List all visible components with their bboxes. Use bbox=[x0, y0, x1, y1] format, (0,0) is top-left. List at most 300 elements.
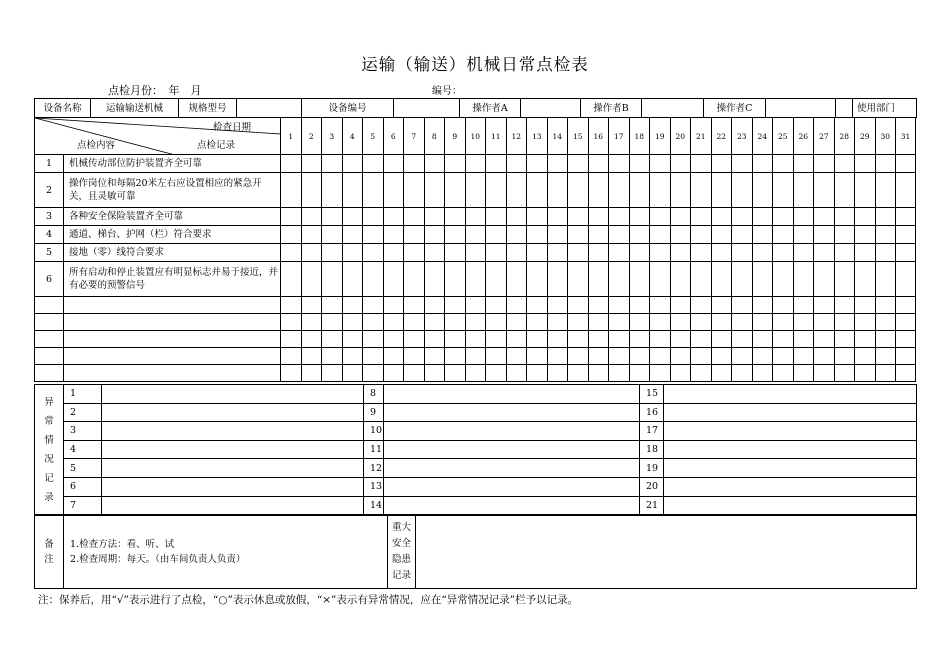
check-cell[interactable] bbox=[732, 297, 753, 314]
check-cell[interactable] bbox=[691, 226, 712, 244]
check-cell[interactable] bbox=[506, 365, 527, 382]
check-cell[interactable] bbox=[732, 348, 753, 365]
check-cell[interactable] bbox=[896, 365, 916, 382]
check-cell[interactable] bbox=[855, 226, 876, 244]
check-cell[interactable] bbox=[834, 262, 855, 297]
check-cell[interactable] bbox=[752, 365, 773, 382]
check-cell[interactable] bbox=[650, 262, 671, 297]
check-cell[interactable] bbox=[568, 348, 589, 365]
check-cell[interactable] bbox=[383, 226, 404, 244]
check-cell[interactable] bbox=[568, 226, 589, 244]
check-cell[interactable] bbox=[855, 348, 876, 365]
abnormal-entry[interactable] bbox=[664, 422, 917, 441]
check-cell[interactable] bbox=[834, 208, 855, 226]
check-cell[interactable] bbox=[301, 226, 322, 244]
check-cell[interactable] bbox=[301, 348, 322, 365]
check-cell[interactable] bbox=[588, 262, 609, 297]
abnormal-entry[interactable] bbox=[102, 385, 364, 404]
check-cell[interactable] bbox=[445, 331, 466, 348]
check-cell[interactable] bbox=[527, 314, 548, 331]
check-cell[interactable] bbox=[424, 348, 445, 365]
check-cell[interactable] bbox=[465, 348, 486, 365]
check-cell[interactable] bbox=[670, 226, 691, 244]
check-cell[interactable] bbox=[609, 173, 630, 208]
check-cell[interactable] bbox=[875, 155, 896, 173]
check-cell[interactable] bbox=[670, 348, 691, 365]
check-cell[interactable] bbox=[588, 155, 609, 173]
check-cell[interactable] bbox=[855, 314, 876, 331]
check-cell[interactable] bbox=[629, 208, 650, 226]
check-cell[interactable] bbox=[527, 244, 548, 262]
check-cell[interactable] bbox=[670, 314, 691, 331]
check-cell[interactable] bbox=[424, 262, 445, 297]
check-cell[interactable] bbox=[752, 262, 773, 297]
check-cell[interactable] bbox=[896, 314, 916, 331]
check-cell[interactable] bbox=[814, 348, 835, 365]
check-cell[interactable] bbox=[342, 208, 363, 226]
check-cell[interactable] bbox=[814, 314, 835, 331]
check-cell[interactable] bbox=[629, 297, 650, 314]
check-cell[interactable] bbox=[301, 173, 322, 208]
check-cell[interactable] bbox=[363, 262, 384, 297]
check-cell[interactable] bbox=[855, 173, 876, 208]
abnormal-entry[interactable] bbox=[384, 477, 640, 496]
check-cell[interactable] bbox=[547, 262, 568, 297]
check-cell[interactable] bbox=[752, 297, 773, 314]
check-cell[interactable] bbox=[609, 226, 630, 244]
check-cell[interactable] bbox=[650, 226, 671, 244]
operator-b-value[interactable] bbox=[642, 99, 704, 118]
check-cell[interactable] bbox=[383, 208, 404, 226]
check-cell[interactable] bbox=[363, 365, 384, 382]
check-cell[interactable] bbox=[363, 244, 384, 262]
abnormal-entry[interactable] bbox=[664, 403, 917, 422]
check-cell[interactable] bbox=[383, 314, 404, 331]
abnormal-entry[interactable] bbox=[102, 403, 364, 422]
check-cell[interactable] bbox=[486, 365, 507, 382]
check-cell[interactable] bbox=[322, 348, 343, 365]
check-cell[interactable] bbox=[424, 155, 445, 173]
abnormal-entry[interactable] bbox=[664, 496, 917, 515]
check-cell[interactable] bbox=[711, 244, 732, 262]
check-cell[interactable] bbox=[814, 262, 835, 297]
check-cell[interactable] bbox=[486, 297, 507, 314]
check-cell[interactable] bbox=[814, 173, 835, 208]
check-cell[interactable] bbox=[732, 331, 753, 348]
check-cell[interactable] bbox=[670, 297, 691, 314]
check-cell[interactable] bbox=[301, 365, 322, 382]
check-cell[interactable] bbox=[281, 314, 302, 331]
check-cell[interactable] bbox=[834, 226, 855, 244]
check-cell[interactable] bbox=[629, 365, 650, 382]
check-cell[interactable] bbox=[342, 331, 363, 348]
model-value[interactable] bbox=[237, 99, 302, 118]
check-cell[interactable] bbox=[383, 365, 404, 382]
check-cell[interactable] bbox=[342, 155, 363, 173]
abnormal-entry[interactable] bbox=[384, 422, 640, 441]
check-cell[interactable] bbox=[752, 173, 773, 208]
check-cell[interactable] bbox=[363, 314, 384, 331]
check-cell[interactable] bbox=[547, 348, 568, 365]
check-cell[interactable] bbox=[896, 297, 916, 314]
check-cell[interactable] bbox=[465, 173, 486, 208]
check-cell[interactable] bbox=[855, 155, 876, 173]
check-cell[interactable] bbox=[301, 208, 322, 226]
check-cell[interactable] bbox=[506, 244, 527, 262]
check-cell[interactable] bbox=[588, 314, 609, 331]
check-cell[interactable] bbox=[322, 297, 343, 314]
check-cell[interactable] bbox=[445, 244, 466, 262]
check-cell[interactable] bbox=[404, 314, 425, 331]
check-cell[interactable] bbox=[670, 208, 691, 226]
check-cell[interactable] bbox=[506, 155, 527, 173]
check-cell[interactable] bbox=[588, 331, 609, 348]
check-cell[interactable] bbox=[875, 244, 896, 262]
check-cell[interactable] bbox=[404, 348, 425, 365]
check-cell[interactable] bbox=[752, 348, 773, 365]
check-cell[interactable] bbox=[322, 262, 343, 297]
check-cell[interactable] bbox=[568, 208, 589, 226]
check-cell[interactable] bbox=[834, 155, 855, 173]
check-cell[interactable] bbox=[281, 155, 302, 173]
check-cell[interactable] bbox=[568, 244, 589, 262]
check-cell[interactable] bbox=[773, 297, 794, 314]
check-cell[interactable] bbox=[793, 173, 814, 208]
check-cell[interactable] bbox=[609, 314, 630, 331]
check-cell[interactable] bbox=[363, 155, 384, 173]
check-cell[interactable] bbox=[875, 226, 896, 244]
check-cell[interactable] bbox=[670, 331, 691, 348]
check-cell[interactable] bbox=[445, 155, 466, 173]
check-cell[interactable] bbox=[896, 173, 916, 208]
check-cell[interactable] bbox=[773, 262, 794, 297]
check-cell[interactable] bbox=[650, 208, 671, 226]
check-cell[interactable] bbox=[732, 244, 753, 262]
check-cell[interactable] bbox=[711, 173, 732, 208]
abnormal-entry[interactable] bbox=[102, 422, 364, 441]
check-cell[interactable] bbox=[814, 297, 835, 314]
check-cell[interactable] bbox=[896, 262, 916, 297]
check-cell[interactable] bbox=[773, 365, 794, 382]
check-cell[interactable] bbox=[588, 348, 609, 365]
check-cell[interactable] bbox=[834, 173, 855, 208]
check-cell[interactable] bbox=[547, 365, 568, 382]
check-cell[interactable] bbox=[855, 297, 876, 314]
check-cell[interactable] bbox=[547, 155, 568, 173]
check-cell[interactable] bbox=[711, 314, 732, 331]
check-cell[interactable] bbox=[773, 244, 794, 262]
check-cell[interactable] bbox=[527, 155, 548, 173]
check-cell[interactable] bbox=[834, 244, 855, 262]
check-cell[interactable] bbox=[445, 226, 466, 244]
check-cell[interactable] bbox=[875, 348, 896, 365]
check-cell[interactable] bbox=[383, 155, 404, 173]
check-cell[interactable] bbox=[691, 331, 712, 348]
check-cell[interactable] bbox=[691, 208, 712, 226]
check-cell[interactable] bbox=[732, 173, 753, 208]
check-cell[interactable] bbox=[486, 226, 507, 244]
check-cell[interactable] bbox=[896, 226, 916, 244]
check-cell[interactable] bbox=[609, 262, 630, 297]
abnormal-entry[interactable] bbox=[664, 477, 917, 496]
check-cell[interactable] bbox=[732, 155, 753, 173]
check-cell[interactable] bbox=[424, 226, 445, 244]
equipment-no-value[interactable] bbox=[394, 99, 460, 118]
check-cell[interactable] bbox=[322, 244, 343, 262]
check-cell[interactable] bbox=[568, 314, 589, 331]
check-cell[interactable] bbox=[609, 244, 630, 262]
check-cell[interactable] bbox=[650, 331, 671, 348]
check-cell[interactable] bbox=[609, 208, 630, 226]
department-value[interactable] bbox=[852, 99, 916, 117]
check-cell[interactable] bbox=[855, 262, 876, 297]
check-cell[interactable] bbox=[793, 208, 814, 226]
check-cell[interactable] bbox=[588, 208, 609, 226]
check-cell[interactable] bbox=[568, 365, 589, 382]
check-cell[interactable] bbox=[609, 155, 630, 173]
abnormal-entry[interactable] bbox=[102, 440, 364, 459]
check-cell[interactable] bbox=[711, 208, 732, 226]
check-cell[interactable] bbox=[609, 365, 630, 382]
check-cell[interactable] bbox=[814, 208, 835, 226]
check-cell[interactable] bbox=[506, 226, 527, 244]
check-cell[interactable] bbox=[814, 365, 835, 382]
check-cell[interactable] bbox=[506, 173, 527, 208]
check-cell[interactable] bbox=[363, 348, 384, 365]
check-cell[interactable] bbox=[281, 365, 302, 382]
check-cell[interactable] bbox=[445, 297, 466, 314]
check-cell[interactable] bbox=[834, 297, 855, 314]
check-cell[interactable] bbox=[814, 155, 835, 173]
check-cell[interactable] bbox=[527, 297, 548, 314]
check-cell[interactable] bbox=[527, 348, 548, 365]
check-cell[interactable] bbox=[896, 208, 916, 226]
check-cell[interactable] bbox=[527, 173, 548, 208]
check-cell[interactable] bbox=[568, 262, 589, 297]
check-cell[interactable] bbox=[732, 314, 753, 331]
abnormal-entry[interactable] bbox=[384, 459, 640, 478]
check-cell[interactable] bbox=[404, 297, 425, 314]
check-cell[interactable] bbox=[506, 297, 527, 314]
check-cell[interactable] bbox=[527, 208, 548, 226]
check-cell[interactable] bbox=[691, 173, 712, 208]
check-cell[interactable] bbox=[547, 173, 568, 208]
check-cell[interactable] bbox=[732, 208, 753, 226]
check-cell[interactable] bbox=[834, 348, 855, 365]
check-cell[interactable] bbox=[732, 262, 753, 297]
check-cell[interactable] bbox=[732, 226, 753, 244]
check-cell[interactable] bbox=[629, 155, 650, 173]
check-cell[interactable] bbox=[506, 348, 527, 365]
check-cell[interactable] bbox=[527, 262, 548, 297]
check-cell[interactable] bbox=[547, 244, 568, 262]
check-cell[interactable] bbox=[281, 244, 302, 262]
check-cell[interactable] bbox=[875, 314, 896, 331]
abnormal-entry[interactable] bbox=[664, 385, 917, 404]
check-cell[interactable] bbox=[363, 297, 384, 314]
check-cell[interactable] bbox=[773, 208, 794, 226]
check-cell[interactable] bbox=[404, 155, 425, 173]
check-cell[interactable] bbox=[383, 331, 404, 348]
check-cell[interactable] bbox=[711, 226, 732, 244]
abnormal-entry[interactable] bbox=[384, 440, 640, 459]
check-cell[interactable] bbox=[629, 348, 650, 365]
check-cell[interactable] bbox=[568, 331, 589, 348]
operator-c-value[interactable] bbox=[766, 99, 836, 118]
check-cell[interactable] bbox=[875, 297, 896, 314]
check-cell[interactable] bbox=[650, 314, 671, 331]
check-cell[interactable] bbox=[650, 155, 671, 173]
check-cell[interactable] bbox=[404, 365, 425, 382]
check-cell[interactable] bbox=[629, 331, 650, 348]
check-cell[interactable] bbox=[445, 208, 466, 226]
check-cell[interactable] bbox=[527, 226, 548, 244]
check-cell[interactable] bbox=[773, 173, 794, 208]
check-cell[interactable] bbox=[465, 365, 486, 382]
check-cell[interactable] bbox=[629, 244, 650, 262]
check-cell[interactable] bbox=[465, 155, 486, 173]
check-cell[interactable] bbox=[342, 297, 363, 314]
check-cell[interactable] bbox=[609, 297, 630, 314]
check-cell[interactable] bbox=[506, 331, 527, 348]
check-cell[interactable] bbox=[506, 262, 527, 297]
check-cell[interactable] bbox=[773, 155, 794, 173]
check-cell[interactable] bbox=[465, 208, 486, 226]
check-cell[interactable] bbox=[875, 173, 896, 208]
check-cell[interactable] bbox=[486, 173, 507, 208]
check-cell[interactable] bbox=[281, 331, 302, 348]
check-cell[interactable] bbox=[445, 173, 466, 208]
check-cell[interactable] bbox=[363, 173, 384, 208]
abnormal-entry[interactable] bbox=[102, 459, 364, 478]
check-cell[interactable] bbox=[424, 208, 445, 226]
check-cell[interactable] bbox=[814, 244, 835, 262]
check-cell[interactable] bbox=[691, 348, 712, 365]
check-cell[interactable] bbox=[547, 226, 568, 244]
check-cell[interactable] bbox=[711, 365, 732, 382]
check-cell[interactable] bbox=[568, 155, 589, 173]
check-cell[interactable] bbox=[322, 173, 343, 208]
check-cell[interactable] bbox=[752, 208, 773, 226]
check-cell[interactable] bbox=[322, 331, 343, 348]
check-cell[interactable] bbox=[383, 297, 404, 314]
check-cell[interactable] bbox=[670, 262, 691, 297]
check-cell[interactable] bbox=[691, 244, 712, 262]
check-cell[interactable] bbox=[834, 331, 855, 348]
check-cell[interactable] bbox=[445, 365, 466, 382]
check-cell[interactable] bbox=[691, 365, 712, 382]
check-cell[interactable] bbox=[445, 314, 466, 331]
check-cell[interactable] bbox=[383, 244, 404, 262]
check-cell[interactable] bbox=[445, 348, 466, 365]
check-cell[interactable] bbox=[691, 155, 712, 173]
check-cell[interactable] bbox=[752, 331, 773, 348]
check-cell[interactable] bbox=[404, 262, 425, 297]
check-cell[interactable] bbox=[486, 208, 507, 226]
check-cell[interactable] bbox=[793, 262, 814, 297]
check-cell[interactable] bbox=[486, 331, 507, 348]
check-cell[interactable] bbox=[793, 331, 814, 348]
check-cell[interactable] bbox=[834, 365, 855, 382]
check-cell[interactable] bbox=[281, 173, 302, 208]
operator-a-value[interactable] bbox=[521, 99, 581, 118]
check-cell[interactable] bbox=[752, 226, 773, 244]
check-cell[interactable] bbox=[322, 226, 343, 244]
check-cell[interactable] bbox=[670, 365, 691, 382]
abnormal-entry[interactable] bbox=[664, 440, 917, 459]
check-cell[interactable] bbox=[896, 155, 916, 173]
check-cell[interactable] bbox=[465, 262, 486, 297]
check-cell[interactable] bbox=[588, 297, 609, 314]
check-cell[interactable] bbox=[527, 331, 548, 348]
check-cell[interactable] bbox=[322, 365, 343, 382]
check-cell[interactable] bbox=[465, 331, 486, 348]
check-cell[interactable] bbox=[609, 331, 630, 348]
check-cell[interactable] bbox=[486, 244, 507, 262]
check-cell[interactable] bbox=[281, 208, 302, 226]
check-cell[interactable] bbox=[752, 244, 773, 262]
check-cell[interactable] bbox=[691, 297, 712, 314]
check-cell[interactable] bbox=[342, 348, 363, 365]
check-cell[interactable] bbox=[773, 226, 794, 244]
check-cell[interactable] bbox=[814, 331, 835, 348]
check-cell[interactable] bbox=[547, 297, 568, 314]
check-cell[interactable] bbox=[465, 297, 486, 314]
check-cell[interactable] bbox=[301, 314, 322, 331]
check-cell[interactable] bbox=[793, 365, 814, 382]
check-cell[interactable] bbox=[342, 314, 363, 331]
check-cell[interactable] bbox=[445, 262, 466, 297]
check-cell[interactable] bbox=[506, 208, 527, 226]
check-cell[interactable] bbox=[281, 226, 302, 244]
check-cell[interactable] bbox=[691, 314, 712, 331]
check-cell[interactable] bbox=[383, 173, 404, 208]
abnormal-entry[interactable] bbox=[384, 403, 640, 422]
check-cell[interactable] bbox=[588, 244, 609, 262]
check-cell[interactable] bbox=[793, 348, 814, 365]
check-cell[interactable] bbox=[424, 173, 445, 208]
check-cell[interactable] bbox=[896, 331, 916, 348]
check-cell[interactable] bbox=[465, 244, 486, 262]
check-cell[interactable] bbox=[424, 365, 445, 382]
check-cell[interactable] bbox=[793, 314, 814, 331]
check-cell[interactable] bbox=[424, 331, 445, 348]
check-cell[interactable] bbox=[342, 173, 363, 208]
check-cell[interactable] bbox=[486, 262, 507, 297]
check-cell[interactable] bbox=[527, 365, 548, 382]
check-cell[interactable] bbox=[383, 262, 404, 297]
abnormal-entry[interactable] bbox=[102, 477, 364, 496]
check-cell[interactable] bbox=[670, 244, 691, 262]
check-cell[interactable] bbox=[465, 314, 486, 331]
check-cell[interactable] bbox=[896, 244, 916, 262]
check-cell[interactable] bbox=[711, 331, 732, 348]
check-cell[interactable] bbox=[568, 297, 589, 314]
check-cell[interactable] bbox=[301, 155, 322, 173]
check-cell[interactable] bbox=[814, 226, 835, 244]
check-cell[interactable] bbox=[875, 262, 896, 297]
check-cell[interactable] bbox=[404, 226, 425, 244]
check-cell[interactable] bbox=[650, 348, 671, 365]
check-cell[interactable] bbox=[711, 262, 732, 297]
check-cell[interactable] bbox=[301, 244, 322, 262]
check-cell[interactable] bbox=[322, 208, 343, 226]
check-cell[interactable] bbox=[383, 348, 404, 365]
check-cell[interactable] bbox=[424, 244, 445, 262]
check-cell[interactable] bbox=[363, 208, 384, 226]
check-cell[interactable] bbox=[547, 331, 568, 348]
check-cell[interactable] bbox=[793, 297, 814, 314]
